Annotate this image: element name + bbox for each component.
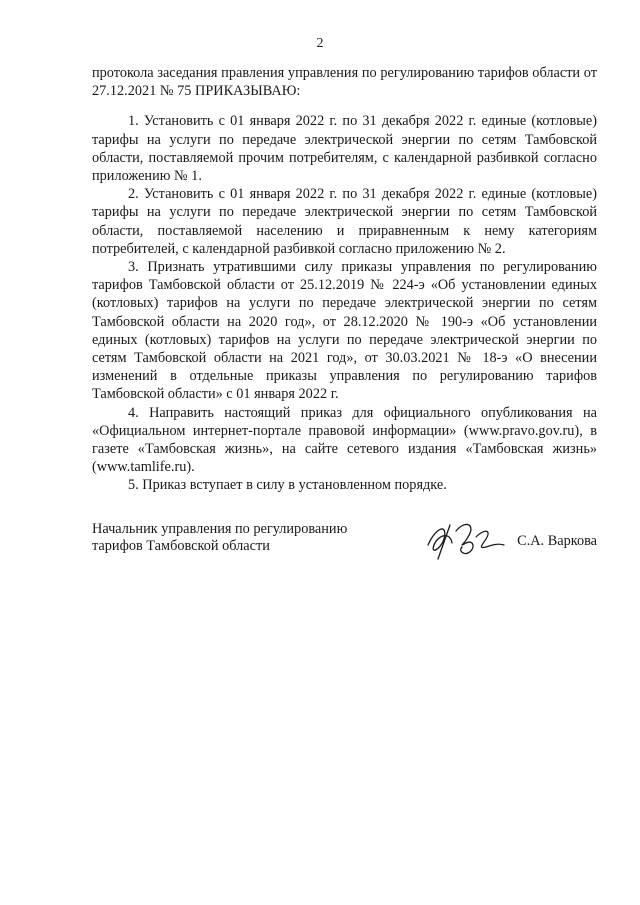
order-item-1: 1. Установить с 01 января 2022 г. по 31 декабря 2022 г. единые (котловые) тарифы на услуги по передаче электрической энергии по сетям Тамбовской области, поставляемой прочим потребителям, с календарной разбивкой согласно приложению № 1. <box>92 113 597 185</box>
order-item-2: 2. Установить с 01 января 2022 г. по 31 декабря 2022 г. единые (котловые) тарифы на услуги по передаче электрической энергии по сетям Тамбовской области, поставляемой населению и приравненным к нему категориям потребителей, с календарной разбивкой согласно приложению № 2. <box>92 186 597 257</box>
page-number: 2 <box>316 36 324 51</box>
signer-position-line-2: тарифов Тамбовской области <box>92 538 270 554</box>
intro-paragraph: протокола заседания правления управления по регулированию тарифов области от 27.12.2021 № 75 ПРИКАЗЫВАЮ: <box>92 65 597 100</box>
signature-block <box>92 521 597 565</box>
signer-position-line-1: Начальник управления по регулированию <box>92 521 348 537</box>
order-item-3: 3. Признать утратившими силу приказы управления по регулированию тарифов Тамбовской области от 25.12.2019 № 224-э «Об установлении единых (котловых) тарифов на услуги по передаче электрической энергии по сетям Тамбовской области на 2020 год», от 28.12.2020 № 190-э «Об установлении единых (котловых) тарифов на услуги по передаче электрической энергии по сетям Тамбовской области на 2021 год», от 30.03.2021 № 18-э «О внесении изменений в отдельные приказы управления по регулированию тарифов Тамбовской области» с 01 января 2022 г. <box>92 259 597 403</box>
order-body <box>92 64 597 495</box>
signer-name: С.А. Варкова <box>517 533 597 549</box>
order-item-4: 4. Направить настоящий приказ для официального опубликования на «Официальном интернет-портале правовой информации» (www.pravo.gov.ru), в газете «Тамбовская жизнь», на сайте сетевого издания «Тамбовская жизнь» (www.tamlife.ru). <box>92 404 597 476</box>
signer-position <box>92 521 347 555</box>
handwritten-signature <box>414 515 506 561</box>
order-item-5: 5. Приказ вступает в силу в установленном порядке. <box>128 477 447 494</box>
